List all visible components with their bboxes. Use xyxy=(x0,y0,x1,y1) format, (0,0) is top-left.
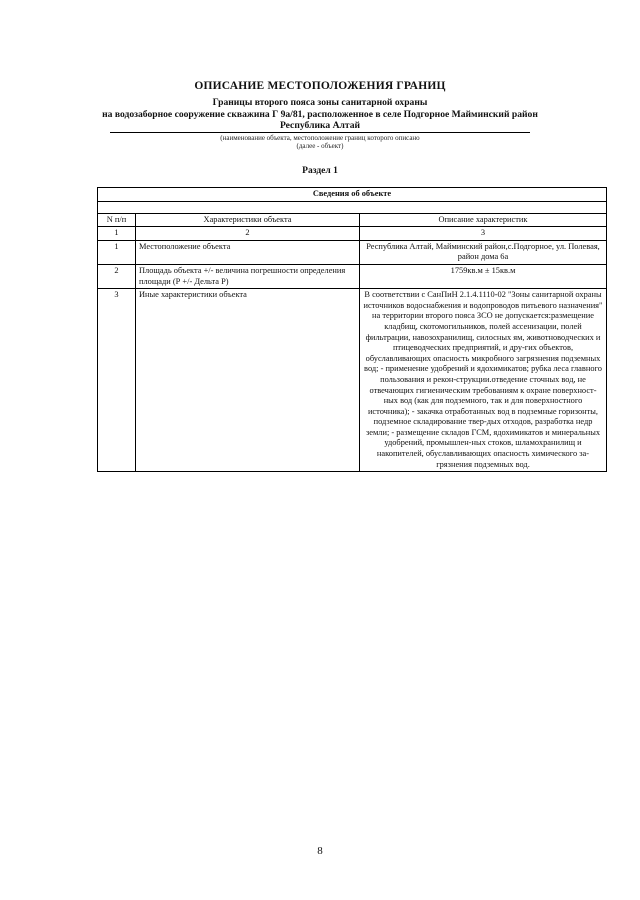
document-subtitle-line2: на водозаборное сооружение скважина Г 9а/81, расположенное в селе Подгорное Майминский район xyxy=(102,109,538,120)
row-number: 1 xyxy=(98,240,136,264)
column-header-number: N п/п xyxy=(98,213,136,227)
table-row xyxy=(98,240,607,264)
document-title: ОПИСАНИЕ МЕСТОПОЛОЖЕНИЯ ГРАНИЦ xyxy=(194,80,446,92)
row-characteristic: Иные характеристики объекта xyxy=(136,289,360,472)
table-caption: Сведения об объекте xyxy=(98,188,607,202)
column-header-row xyxy=(98,213,607,227)
column-header-characteristic: Характеристики объекта xyxy=(136,213,360,227)
page-number: 8 xyxy=(317,845,323,857)
row-description: В соответствии с СанПиН 2.1.4.1110-02 "Зоны санитарной охраны источников водоснабжения и водопроводов питьевого назначения" на территории второго пояса ЗСО не допускается:размещение кладбищ, скотомогильников, полей ассенизации, полей фильтрации, навозохранилищ, силосных ям, животноводческих и птицеводческих предприятий, и дру-гих объектов, обуславливающих опасность микробного загрязнения подземных вод; - применение удобрений и ядохимикатов; рубка леса главного пользования и рекон-струкции.отведение сточных вод, не отвечающих гигиеническим требованиям к охране поверхност-ных вод (как для подземного, так и для поверхностного источника); - закачка отработанных вод в подземные горизонты, подземное складирование твер-дых отходов, разработка недр земли; - размещение складов ГСМ, ядохимикатов и минеральных удобрений, промышлен-ных стоков, шламохранилищ и накопителей, обуславливающих опасность химического за-грязнения подземных вод. xyxy=(360,289,607,472)
column-number-2: 2 xyxy=(136,227,360,241)
table-caption-row xyxy=(98,188,607,202)
object-note-line2: (далее - объект) xyxy=(296,142,344,150)
row-characteristic: Местоположение объекта xyxy=(136,240,360,264)
row-description: 1759кв.м ± 15кв.м xyxy=(360,264,607,288)
column-header-description: Описание характеристик xyxy=(360,213,607,227)
object-info-table xyxy=(97,187,607,472)
document-subtitle-line3: Республика Алтай xyxy=(279,120,361,131)
section-title: Раздел 1 xyxy=(302,166,338,176)
row-number: 2 xyxy=(98,264,136,288)
document-subtitle-line1: Границы второго пояса зоны санитарной охраны xyxy=(212,97,428,108)
object-note-line1: (наименование объекта, местоположение границ которого описано xyxy=(220,134,420,142)
title-underline xyxy=(110,132,530,133)
column-number-3: 3 xyxy=(360,227,607,241)
column-number-1: 1 xyxy=(98,227,136,241)
table-spacer xyxy=(98,201,607,213)
table-row xyxy=(98,289,607,472)
row-description: Республика Алтай, Майминский район,с.Подгорное, ул. Полевая, район дома 6а xyxy=(360,240,607,264)
table-spacer-row xyxy=(98,201,607,213)
row-characteristic: Площадь объекта +/- величина погрешности определения площади (Р +/- Дельта Р) xyxy=(136,264,360,288)
column-number-row xyxy=(98,227,607,241)
row-number: 3 xyxy=(98,289,136,472)
table-row xyxy=(98,264,607,288)
